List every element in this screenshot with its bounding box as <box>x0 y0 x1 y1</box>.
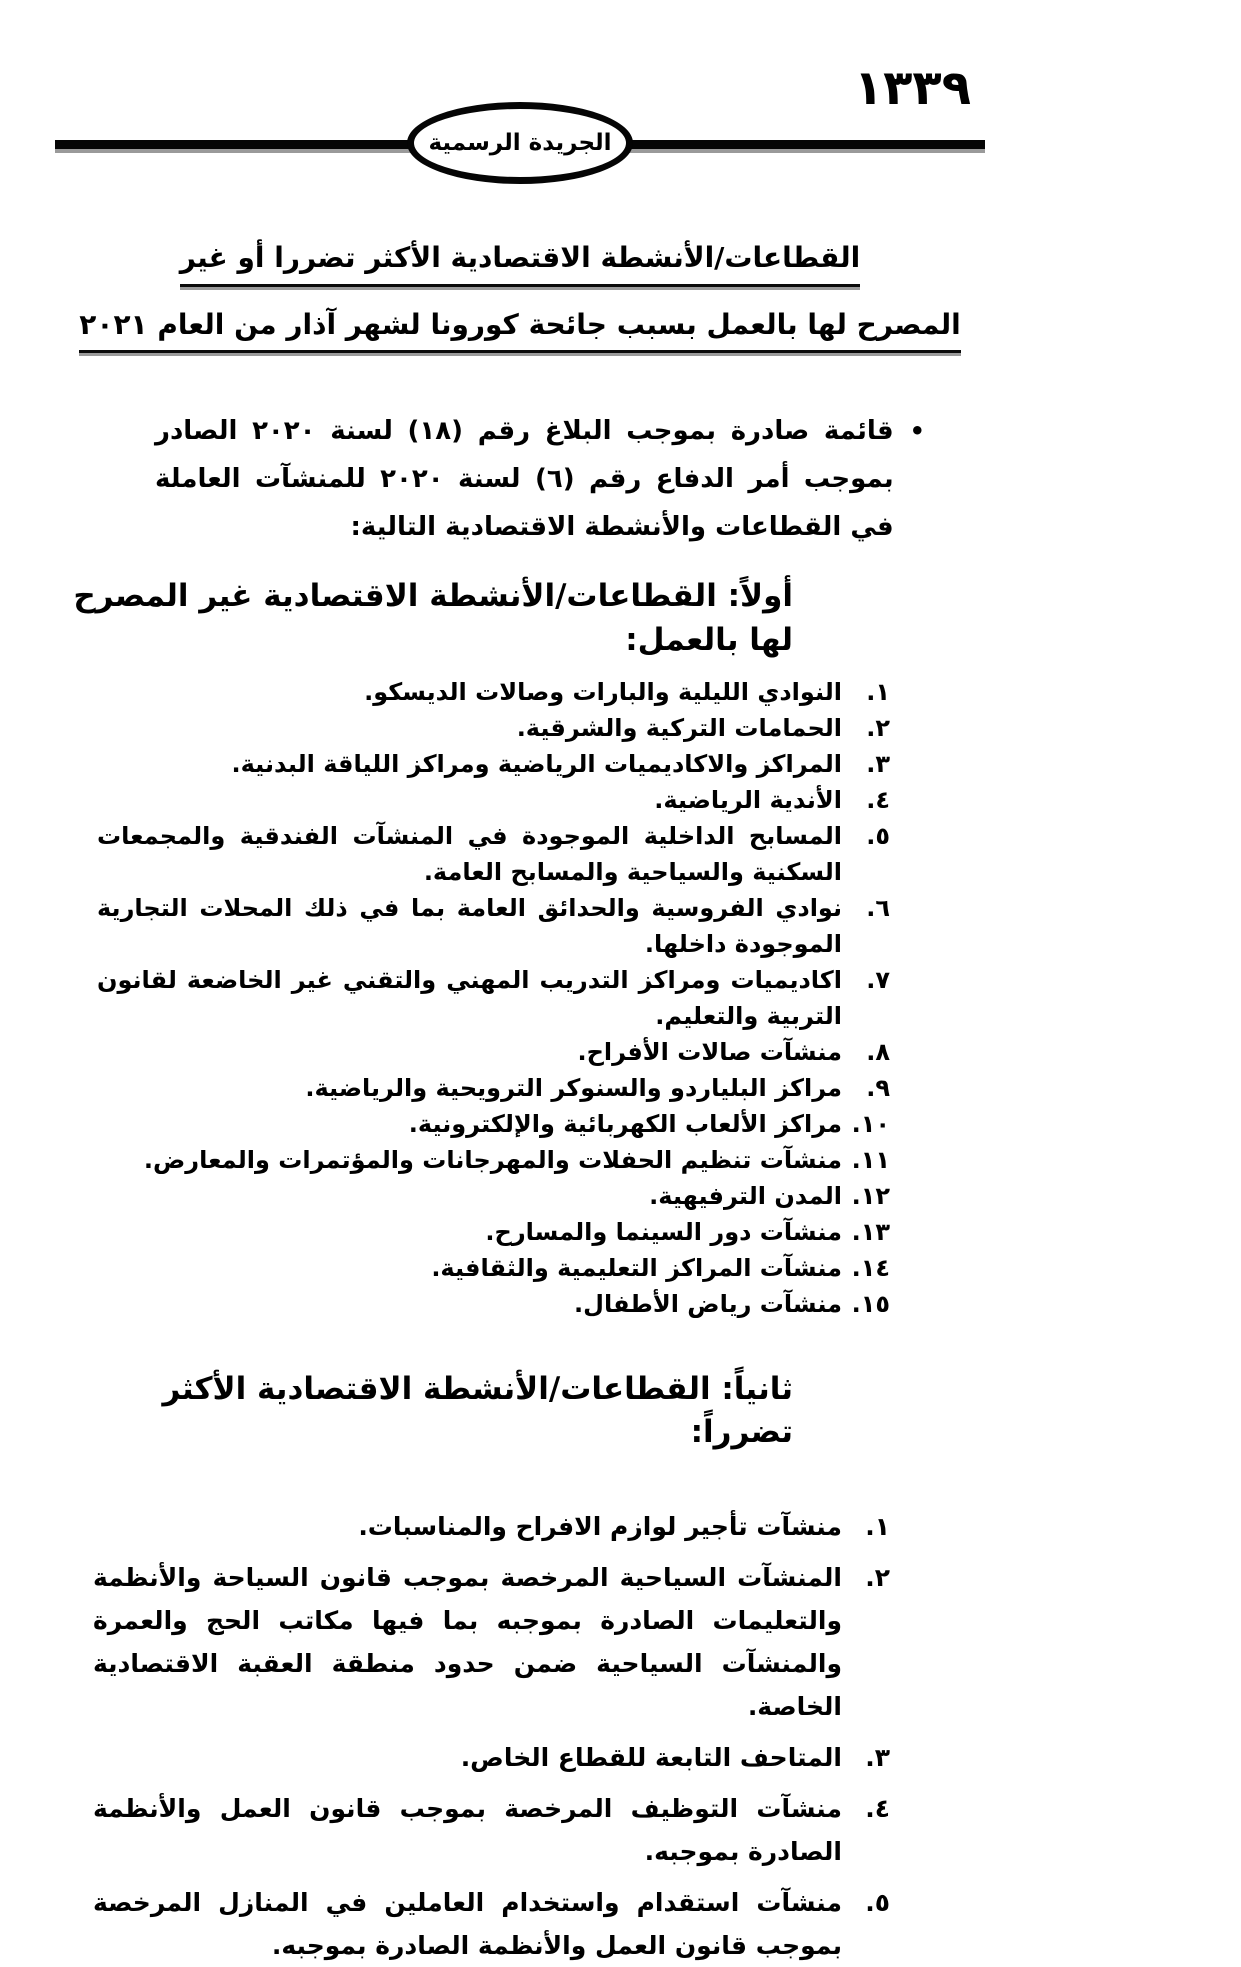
item-text: منشآت استقدام واستخدام العاملين في المنازل المرخصة بموجب قانون العمل والأنظمة الصادرة بموجبه. <box>93 1887 842 1960</box>
item-number: ٥. <box>866 821 890 850</box>
list-item <box>97 1286 890 1322</box>
list-item <box>97 674 890 710</box>
item-text: منشآت تأجير لوازم الافراح والمناسبات. <box>358 1511 842 1541</box>
item-number: ٩. <box>866 1073 890 1102</box>
item-number: ٣. <box>866 749 890 778</box>
item-number: ٢. <box>865 1562 890 1592</box>
item-text: منشآت التوظيف المرخصة بموجب قانون العمل والأنظمة الصادرة بموجبه. <box>93 1793 842 1866</box>
item-number: ٢. <box>866 713 890 742</box>
item-number: ٦. <box>866 893 890 922</box>
item-text: المتاحف التابعة للقطاع الخاص. <box>460 1742 842 1772</box>
document-title <box>55 238 985 371</box>
page-content <box>55 0 985 1967</box>
item-text: الحمامات التركية والشرقية. <box>516 713 842 742</box>
item-number: ١٤. <box>851 1253 890 1282</box>
item-number: ١. <box>865 1511 890 1541</box>
item-text: منشآت تنظيم الحفلات والمهرجانات والمؤتمرات والمعارض. <box>143 1145 842 1174</box>
bullet-icon: • <box>909 417 925 446</box>
list-item <box>97 1214 890 1250</box>
list-item <box>97 746 890 782</box>
list-item <box>97 782 890 818</box>
page-number: ١٣٣٩ <box>853 60 971 116</box>
item-text: النوادي الليلية والبارات وصالات الديسكو. <box>364 677 842 706</box>
item-text: منشآت صالات الأفراح. <box>577 1037 842 1066</box>
list-item <box>93 1556 890 1728</box>
item-text: مراكز البلياردو والسنوكر الترويحية والرياضية. <box>305 1073 842 1102</box>
item-number: ٥. <box>865 1887 890 1917</box>
item-text: المراكز والاكاديميات الرياضية ومراكز اللياقة البدنية. <box>231 749 842 778</box>
list-item <box>97 1178 890 1214</box>
item-number: ٧. <box>866 965 890 994</box>
list-item <box>97 1250 890 1286</box>
item-number: ١٥. <box>851 1289 890 1318</box>
item-text: نوادي الفروسية والحدائق العامة بما في ذلك المحلات التجارية الموجودة داخلها. <box>97 893 842 958</box>
list-item <box>93 1736 890 1779</box>
item-text: منشآت رياض الأطفال. <box>574 1289 842 1318</box>
list-item <box>97 890 890 962</box>
item-text: المدن الترفيهية. <box>649 1181 842 1210</box>
intro-paragraph <box>55 407 985 551</box>
section-1-list <box>55 674 985 1322</box>
item-text: الأندية الرياضية. <box>654 785 842 814</box>
list-item <box>97 818 890 890</box>
list-item <box>97 1142 890 1178</box>
gazette-seal-label: الجريدة الرسمية <box>428 130 612 156</box>
doc-title-line-2: المصرح لها بالعمل بسبب جائحة كورونا لشهر آذار من العام ٢٠٢١ <box>79 305 960 354</box>
list-item <box>97 1106 890 1142</box>
item-text: مراكز الألعاب الكهربائية والإلكترونية. <box>408 1109 842 1138</box>
item-text: منشآت المراكز التعليمية والثقافية. <box>431 1253 842 1282</box>
item-number: ١١. <box>851 1145 890 1174</box>
item-number: ٣. <box>865 1742 890 1772</box>
page-header <box>55 0 985 190</box>
item-number: ١. <box>866 677 890 706</box>
item-number: ١٢. <box>851 1181 890 1210</box>
list-item <box>97 1034 890 1070</box>
list-item <box>97 710 890 746</box>
item-text: المسابح الداخلية الموجودة في المنشآت الفندقية والمجمعات السكنية والسياحية والمسابح العامة. <box>97 821 842 886</box>
intro-text: قائمة صادرة بموجب البلاغ رقم (١٨) لسنة ٢٠٢٠ الصادر بموجب أمر الدفاع رقم (٦) لسنة ٢٠٢٠ للمنشآت العاملة في القطاعات والأنشطة الاقتصادية التالية: <box>155 416 894 543</box>
item-number: ١٣. <box>851 1217 890 1246</box>
item-text: اكاديميات ومراكز التدريب المهني والتقني غير الخاضعة لقانون التربية والتعليم. <box>97 965 842 1030</box>
list-item <box>93 1787 890 1873</box>
section-2-heading: ثانياً: القطاعات/الأنشطة الاقتصادية الأكثر تضرراً: <box>162 1370 793 1451</box>
item-number: ١٠. <box>851 1109 890 1138</box>
item-number: ٤. <box>866 785 890 814</box>
list-item <box>97 1070 890 1106</box>
item-text: المنشآت السياحية المرخصة بموجب قانون السياحة والأنظمة والتعليمات الصادرة بموجبه بما فيها مكاتب الحج والعمرة والمنشآت السياحية ضمن حدود منطقة العقبة الاقتصادية الخاصة. <box>93 1562 842 1721</box>
item-number: ٨. <box>866 1037 890 1066</box>
item-text: منشآت دور السينما والمسارح. <box>485 1217 842 1246</box>
section-2-list <box>55 1505 985 1967</box>
list-item <box>97 962 890 1034</box>
section-1-heading: أولاً: القطاعات/الأنشطة الاقتصادية غير المصرح لها بالعمل: <box>73 578 793 658</box>
list-item <box>93 1505 890 1548</box>
list-item <box>93 1881 890 1967</box>
gazette-seal <box>407 102 633 184</box>
item-number: ٤. <box>865 1793 890 1823</box>
doc-title-line-1: القطاعات/الأنشطة الاقتصادية الأكثر تضررا أو غير <box>180 238 860 287</box>
